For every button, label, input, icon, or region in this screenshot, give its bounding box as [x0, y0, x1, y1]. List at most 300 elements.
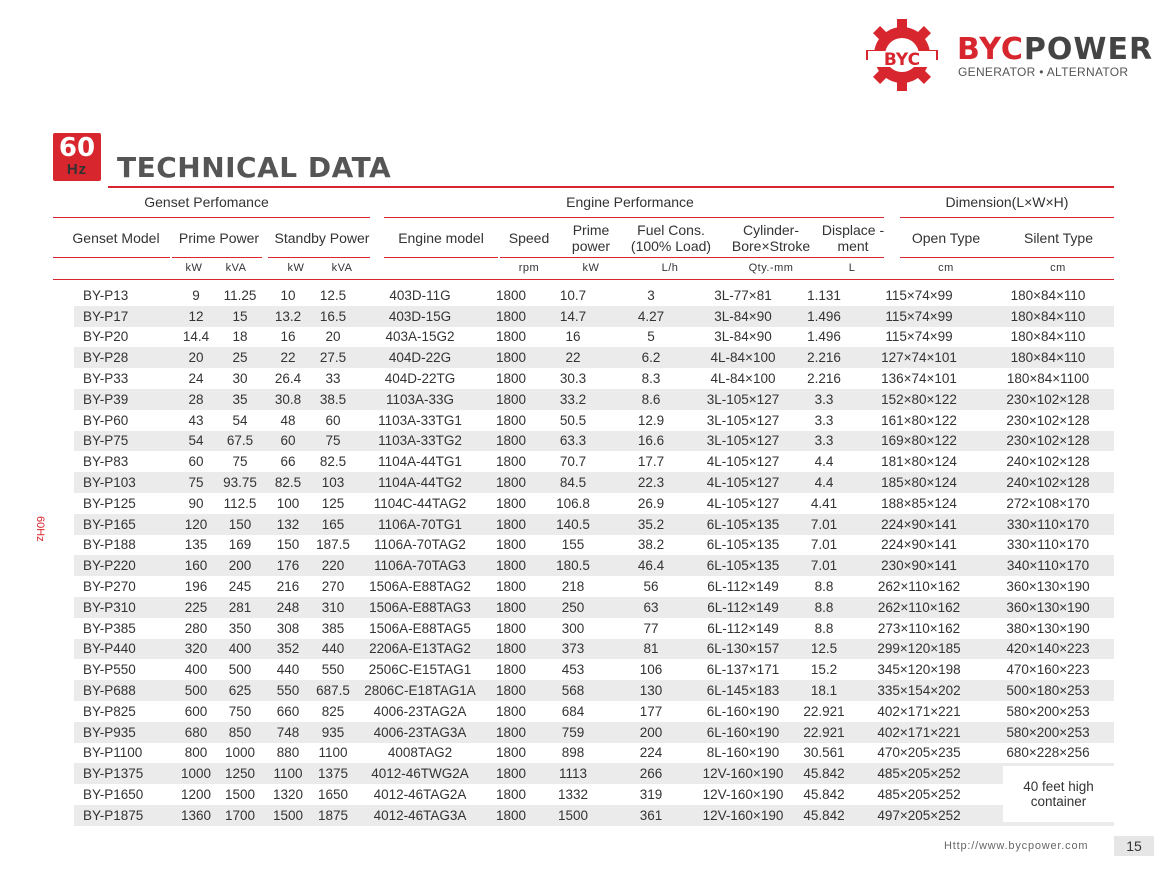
cell-speed: 1800 [495, 537, 527, 553]
cell-displacement: 1.496 [807, 308, 841, 324]
cell-prime-kw: 135 [184, 537, 208, 553]
cell-speed: 1800 [495, 724, 527, 740]
cell-open-type: 273×110×162 [877, 620, 961, 636]
cell-standby-kw: 30.8 [274, 391, 302, 407]
cell-silent-type: 330×110×170 [1006, 516, 1090, 532]
cell-displacement: 1.131 [807, 287, 841, 303]
col-displacement: Displace -ment [821, 222, 885, 254]
cell-open-type: 115×74×99 [885, 287, 953, 303]
cell-prime-kva: 30 [232, 371, 248, 387]
cell-cylinder: 4L-105×127 [706, 475, 780, 491]
cell-prime-power: 33.2 [559, 391, 587, 407]
cell-prime-kva: 400 [228, 641, 252, 657]
cell-fuel: 177 [639, 703, 663, 719]
cell-engine-model: 1106A-70TG1 [378, 516, 462, 532]
cell-open-type: 188×85×124 [881, 495, 957, 511]
cell-engine-model: 2206A-E13TAG2 [369, 641, 471, 657]
cell-displacement: 8.8 [814, 620, 834, 636]
cell-silent-type: 500×180×253 [1006, 683, 1090, 699]
cell-prime-power: 16 [565, 329, 581, 345]
header-bottom-rule [53, 279, 1114, 280]
cell-prime-kva: 850 [228, 724, 252, 740]
cell-standby-kw: 1500 [272, 807, 304, 823]
cell-cylinder: 12V-160×190 [702, 807, 784, 823]
cell-displacement: 18.1 [810, 683, 838, 699]
cell-prime-kva: 18 [232, 329, 248, 345]
cell-fuel: 63 [643, 599, 659, 615]
page-number: 15 [1114, 836, 1154, 856]
table-row [74, 597, 1114, 618]
cell-standby-kva: 935 [321, 724, 345, 740]
table-row [74, 618, 1114, 639]
cell-displacement: 7.01 [810, 558, 838, 574]
table-row [74, 514, 1114, 535]
cell-prime-kw: 1360 [180, 807, 212, 823]
cell-prime-kva: 169 [228, 537, 252, 553]
cell-speed: 1800 [495, 558, 527, 574]
cell-standby-kva: 187.5 [316, 537, 350, 553]
cell-open-type: 345×120×198 [877, 662, 961, 678]
cell-prime-power: 22 [565, 350, 581, 366]
table-row [74, 659, 1114, 680]
cell-standby-kw: 660 [276, 703, 300, 719]
cell-model: BY-P60 [83, 412, 129, 428]
unit-prime-kw: kW [185, 262, 203, 274]
cell-open-type: 230×90×141 [881, 558, 957, 574]
cell-cylinder: 6L-105×135 [706, 516, 780, 532]
cell-standby-kva: 125 [321, 495, 345, 511]
cell-prime-kva: 750 [228, 703, 252, 719]
cell-silent-type: 272×108×170 [1006, 495, 1090, 511]
cell-open-type: 136×74×101 [881, 371, 957, 387]
brand-name [957, 32, 1153, 67]
cell-standby-kw: 440 [276, 662, 300, 678]
cell-standby-kw: 880 [276, 745, 300, 761]
cell-prime-kw: 800 [184, 745, 208, 761]
table-row [74, 327, 1114, 348]
col-genset-model: Genset Model [72, 230, 160, 246]
cell-speed: 1800 [495, 787, 527, 803]
cell-prime-power: 568 [561, 683, 585, 699]
cell-engine-model: 2806C-E18TAG1A [364, 683, 476, 699]
table-row [74, 805, 1114, 826]
cell-fuel: 224 [639, 745, 663, 761]
cell-open-type: 115×74×99 [885, 308, 953, 324]
cell-open-type: 299×120×185 [877, 641, 961, 657]
cell-displacement: 12.5 [810, 641, 838, 657]
page-title: TECHNICAL DATA [117, 151, 392, 184]
cell-engine-model: 403D-15G [388, 308, 452, 324]
cell-engine-model: 2506C-E15TAG1 [368, 662, 472, 678]
cell-silent-type: 180×84×110 [1010, 329, 1086, 345]
cell-displacement: 4.4 [814, 454, 834, 470]
cell-standby-kva: 385 [321, 620, 345, 636]
col-open-type: Open Type [911, 230, 981, 246]
cell-prime-kva: 1500 [224, 787, 256, 803]
cell-speed: 1800 [495, 371, 527, 387]
col-standby-power: Standby Power [274, 230, 370, 246]
cell-speed: 1800 [495, 662, 527, 678]
cell-fuel: 16.6 [637, 433, 665, 449]
cell-engine-model: 4012-46TWG2A [371, 766, 469, 782]
header-rule-engine [500, 257, 884, 258]
cell-cylinder: 6L-130×157 [706, 641, 780, 657]
cell-standby-kw: 352 [276, 641, 300, 657]
header-rule-model [53, 257, 170, 258]
footer-url[interactable]: Http://www.bycpower.com [944, 840, 1089, 852]
cell-displacement: 3.3 [814, 391, 834, 407]
cell-displacement: 22.921 [803, 724, 845, 740]
cell-engine-model: 1104A-44TG2 [378, 475, 462, 491]
cell-engine-model: 1103A-33G [385, 391, 455, 407]
cell-open-type: 224×90×141 [881, 516, 957, 532]
cell-fuel: 17.7 [637, 454, 665, 470]
cell-standby-kva: 220 [321, 558, 345, 574]
table-row [74, 701, 1114, 722]
cell-open-type: 262×110×162 [877, 599, 961, 615]
cell-standby-kw: 60 [280, 433, 296, 449]
cell-cylinder: 4L-105×127 [706, 495, 780, 511]
cell-cylinder: 4L-105×127 [706, 454, 780, 470]
cell-speed: 1800 [495, 391, 527, 407]
cell-open-type: 181×80×124 [881, 454, 957, 470]
cell-fuel: 22.3 [637, 475, 665, 491]
cell-fuel: 319 [639, 787, 663, 803]
frequency-number: 60 [58, 133, 96, 163]
cell-open-type: 127×74×101 [881, 350, 957, 366]
cell-engine-model: 1104A-44TG1 [378, 454, 462, 470]
cell-displacement: 1.496 [807, 329, 841, 345]
cell-standby-kw: 550 [276, 683, 300, 699]
cell-prime-kva: 1000 [224, 745, 256, 761]
cell-prime-power: 684 [561, 703, 585, 719]
cell-model: BY-P688 [83, 683, 136, 699]
cell-prime-power: 300 [561, 620, 585, 636]
cell-fuel: 266 [639, 766, 663, 782]
cell-model: BY-P440 [83, 641, 136, 657]
table-row [74, 285, 1114, 306]
cell-speed: 1800 [495, 620, 527, 636]
cell-open-type: 485×205×252 [877, 766, 961, 782]
cell-standby-kva: 1875 [317, 807, 349, 823]
cell-fuel: 77 [643, 620, 659, 636]
cell-open-type: 185×80×124 [881, 475, 957, 491]
cell-speed: 1800 [495, 329, 527, 345]
cell-prime-power: 1332 [557, 787, 589, 803]
table-row [74, 680, 1114, 701]
cell-cylinder: 6L-145×183 [706, 683, 780, 699]
table-row [74, 368, 1114, 389]
cell-standby-kva: 1375 [317, 766, 349, 782]
cell-standby-kva: 20 [325, 329, 341, 345]
cell-prime-kva: 112.5 [223, 495, 257, 511]
header-rule-engine-model [384, 257, 498, 258]
cell-prime-power: 759 [561, 724, 585, 740]
brand-tagline: GENERATOR • ALTERNATOR [958, 65, 1129, 79]
table-row [74, 347, 1114, 368]
cell-standby-kw: 216 [276, 579, 300, 595]
cell-open-type: 402×171×221 [877, 724, 961, 740]
group-rule-engine [384, 217, 884, 218]
header-rule-standby [268, 257, 370, 258]
cell-model: BY-P1875 [83, 807, 144, 823]
cell-open-type: 161×80×122 [881, 412, 957, 428]
cell-displacement: 3.3 [814, 412, 834, 428]
cell-silent-type: 580×200×253 [1006, 724, 1090, 740]
cell-standby-kw: 82.5 [274, 475, 302, 491]
group-rule-dimension [900, 217, 1114, 218]
cell-speed: 1800 [495, 579, 527, 595]
cell-model: BY-P220 [83, 558, 136, 574]
unit-cylinder: Qty.-mm [748, 262, 794, 274]
cell-engine-model: 4006-23TAG3A [373, 724, 467, 740]
cell-standby-kw: 150 [276, 537, 300, 553]
cell-standby-kw: 26.4 [274, 371, 302, 387]
cell-prime-kva: 15 [232, 308, 248, 324]
cell-displacement: 45.842 [803, 807, 845, 823]
cell-engine-model: 1106A-70TAG3 [374, 558, 466, 574]
cell-displacement: 45.842 [803, 787, 845, 803]
cell-cylinder: 6L-105×135 [706, 558, 780, 574]
cell-fuel: 200 [639, 724, 663, 740]
table-row [74, 535, 1114, 556]
cell-standby-kw: 10 [280, 287, 296, 303]
cell-cylinder: 12V-160×190 [702, 787, 784, 803]
cell-speed: 1800 [495, 475, 527, 491]
cell-silent-type: 180×84×1100 [1006, 371, 1090, 387]
col-speed: Speed [508, 230, 550, 246]
cell-silent-type: 680×228×256 [1006, 745, 1090, 761]
cell-prime-kva: 93.75 [223, 475, 257, 491]
unit-silent-type: cm [1050, 262, 1066, 274]
cell-open-type: 224×90×141 [881, 537, 957, 553]
side-frequency-label: 60Hz [34, 516, 46, 542]
cell-speed: 1800 [495, 599, 527, 615]
cell-displacement: 8.8 [814, 599, 834, 615]
cell-cylinder: 3L-105×127 [706, 412, 780, 428]
cell-speed: 1800 [495, 308, 527, 324]
cell-speed: 1800 [495, 433, 527, 449]
cell-engine-model: 1103A-33TG2 [378, 433, 462, 449]
table-row [74, 389, 1114, 410]
cell-engine-model: 1106A-70TAG2 [374, 537, 466, 553]
cell-open-type: 115×74×99 [885, 329, 953, 345]
cell-prime-kw: 320 [184, 641, 208, 657]
title-rule [108, 186, 1114, 188]
cell-prime-kva: 54 [232, 412, 248, 428]
cell-speed: 1800 [495, 516, 527, 532]
table-row [74, 784, 1114, 805]
cell-prime-kw: 9 [192, 287, 200, 303]
table-row [74, 555, 1114, 576]
cell-silent-type: 230×102×128 [1006, 412, 1090, 428]
cell-fuel: 26.9 [637, 495, 665, 511]
cell-fuel: 4.27 [637, 308, 665, 324]
cell-prime-power: 30.3 [559, 371, 587, 387]
cell-prime-power: 898 [561, 745, 585, 761]
cell-cylinder: 6L-112×149 [707, 579, 779, 595]
cell-fuel: 35.2 [637, 516, 665, 532]
cell-model: BY-P825 [83, 703, 136, 719]
cell-prime-kw: 1200 [180, 787, 212, 803]
cell-prime-kw: 43 [188, 412, 204, 428]
cell-cylinder: 3L-77×81 [714, 287, 772, 303]
cell-cylinder: 4L-84×100 [710, 371, 776, 387]
cell-prime-power: 155 [561, 537, 585, 553]
cell-prime-power: 250 [561, 599, 585, 615]
cell-speed: 1800 [495, 807, 527, 823]
table-row [74, 493, 1114, 514]
cell-prime-kva: 75 [232, 454, 248, 470]
cell-prime-power: 180.5 [556, 558, 590, 574]
cell-standby-kva: 1650 [317, 787, 349, 803]
cell-cylinder: 3L-105×127 [706, 391, 780, 407]
col-engine-model: Engine model [398, 230, 484, 246]
cell-displacement: 2.216 [807, 350, 841, 366]
cell-standby-kva: 82.5 [319, 454, 347, 470]
cell-displacement: 7.01 [810, 516, 838, 532]
cell-engine-model: 4012-46TAG3A [373, 807, 467, 823]
cell-standby-kw: 132 [276, 516, 300, 532]
table-row [74, 472, 1114, 493]
brand-name-red: BYC [957, 32, 1024, 67]
cell-cylinder: 6L-137×171 [706, 662, 780, 678]
cell-engine-model: 4006-23TAG2A [373, 703, 467, 719]
merged-silent-note: 40 feet high container [1003, 766, 1114, 822]
cell-prime-power: 10.7 [559, 287, 587, 303]
cell-prime-power: 1500 [557, 807, 589, 823]
cell-model: BY-P39 [83, 391, 129, 407]
cell-model: BY-P385 [83, 620, 136, 636]
cell-silent-type: 230×102×128 [1006, 391, 1090, 407]
cell-silent-type: 330×110×170 [1006, 537, 1090, 553]
col-cylinder: Cylinder- Bore×Stroke [731, 222, 811, 254]
cell-model: BY-P17 [83, 308, 129, 324]
cell-prime-kw: 120 [184, 516, 208, 532]
cell-speed: 1800 [495, 495, 527, 511]
cell-speed: 1800 [495, 766, 527, 782]
cell-model: BY-P103 [83, 475, 136, 491]
cell-engine-model: 404D-22TG [384, 371, 456, 387]
cell-prime-kva: 35 [232, 391, 248, 407]
cell-prime-kw: 160 [184, 558, 208, 574]
col-fuel-consumption: Fuel Cons. (100% Load) [630, 222, 712, 254]
frequency-badge [53, 133, 101, 181]
cell-speed: 1800 [495, 641, 527, 657]
cell-cylinder: 12V-160×190 [702, 766, 784, 782]
cell-displacement: 3.3 [814, 433, 834, 449]
cell-prime-power: 106.8 [556, 495, 590, 511]
cell-silent-type: 470×160×223 [1006, 662, 1090, 678]
cell-model: BY-P28 [83, 350, 129, 366]
cell-prime-kw: 680 [184, 724, 208, 740]
cell-prime-power: 140.5 [556, 516, 590, 532]
cell-engine-model: 1104C-44TAG2 [373, 495, 467, 511]
cell-displacement: 30.561 [803, 745, 845, 761]
cell-prime-kw: 12 [188, 308, 204, 324]
cell-prime-kw: 54 [188, 433, 204, 449]
cell-prime-kw: 20 [188, 350, 204, 366]
cell-standby-kw: 13.2 [274, 308, 302, 324]
cell-prime-kva: 245 [228, 579, 252, 595]
cell-standby-kva: 687.5 [316, 683, 350, 699]
cell-cylinder: 3L-84×90 [714, 329, 772, 345]
cell-prime-power: 50.5 [559, 412, 587, 428]
cell-standby-kva: 440 [321, 641, 345, 657]
cell-standby-kw: 308 [276, 620, 300, 636]
cell-model: BY-P550 [83, 662, 136, 678]
table-row [74, 722, 1114, 743]
cell-cylinder: 6L-112×149 [707, 599, 779, 615]
cell-fuel: 46.4 [637, 558, 665, 574]
cell-model: BY-P75 [83, 433, 129, 449]
cell-cylinder: 3L-84×90 [714, 308, 772, 324]
cell-prime-power: 373 [561, 641, 585, 657]
cell-fuel: 8.6 [641, 391, 661, 407]
cell-open-type: 485×205×252 [877, 787, 961, 803]
cell-displacement: 4.41 [810, 495, 838, 511]
cell-prime-kw: 90 [188, 495, 204, 511]
unit-standby-kva: kVA [331, 262, 353, 274]
group-rule-genset [53, 217, 370, 218]
cell-displacement: 2.216 [807, 371, 841, 387]
unit-prime-power: kW [582, 262, 600, 274]
header-rule-dimension [900, 257, 1114, 258]
byc-gear-logo [862, 15, 942, 95]
cell-silent-type: 180×84×110 [1010, 308, 1086, 324]
cell-model: BY-P1650 [83, 787, 144, 803]
cell-prime-kva: 25 [232, 350, 248, 366]
cell-silent-type: 240×102×128 [1006, 454, 1090, 470]
cell-prime-kw: 280 [184, 620, 208, 636]
cell-prime-kva: 11.25 [223, 287, 257, 303]
cell-displacement: 15.2 [810, 662, 838, 678]
cell-standby-kw: 1100 [273, 766, 303, 782]
table-row [74, 639, 1114, 660]
cell-prime-kw: 14.4 [182, 329, 210, 345]
cell-cylinder: 6L-112×149 [707, 620, 779, 636]
cell-standby-kva: 310 [321, 599, 345, 615]
cell-prime-kva: 350 [228, 620, 252, 636]
cell-prime-power: 1113 [558, 766, 588, 782]
cell-open-type: 335×154×202 [877, 683, 961, 699]
cell-prime-power: 453 [561, 662, 585, 678]
cell-prime-kva: 1250 [224, 766, 256, 782]
table-row [74, 306, 1114, 327]
cell-model: BY-P188 [83, 537, 136, 553]
cell-prime-kw: 28 [188, 391, 204, 407]
cell-prime-kw: 500 [184, 683, 208, 699]
table-row [74, 451, 1114, 472]
unit-speed: rpm [518, 262, 540, 274]
cell-prime-kva: 625 [228, 683, 252, 699]
cell-standby-kva: 103 [321, 475, 345, 491]
cell-speed: 1800 [495, 412, 527, 428]
cell-silent-type: 240×102×128 [1006, 475, 1090, 491]
cell-standby-kva: 270 [321, 579, 345, 595]
cell-model: BY-P33 [83, 371, 129, 387]
cell-standby-kva: 550 [321, 662, 345, 678]
group-genset: Genset Perfomance [144, 194, 269, 210]
cell-standby-kva: 38.5 [319, 391, 347, 407]
cell-silent-type: 340×110×170 [1006, 558, 1090, 574]
cell-fuel: 8.3 [641, 371, 661, 387]
cell-fuel: 56 [643, 579, 659, 595]
cell-prime-kw: 600 [184, 703, 208, 719]
cell-engine-model: 403A-15G2 [385, 329, 455, 345]
cell-model: BY-P20 [83, 329, 129, 345]
cell-speed: 1800 [495, 703, 527, 719]
